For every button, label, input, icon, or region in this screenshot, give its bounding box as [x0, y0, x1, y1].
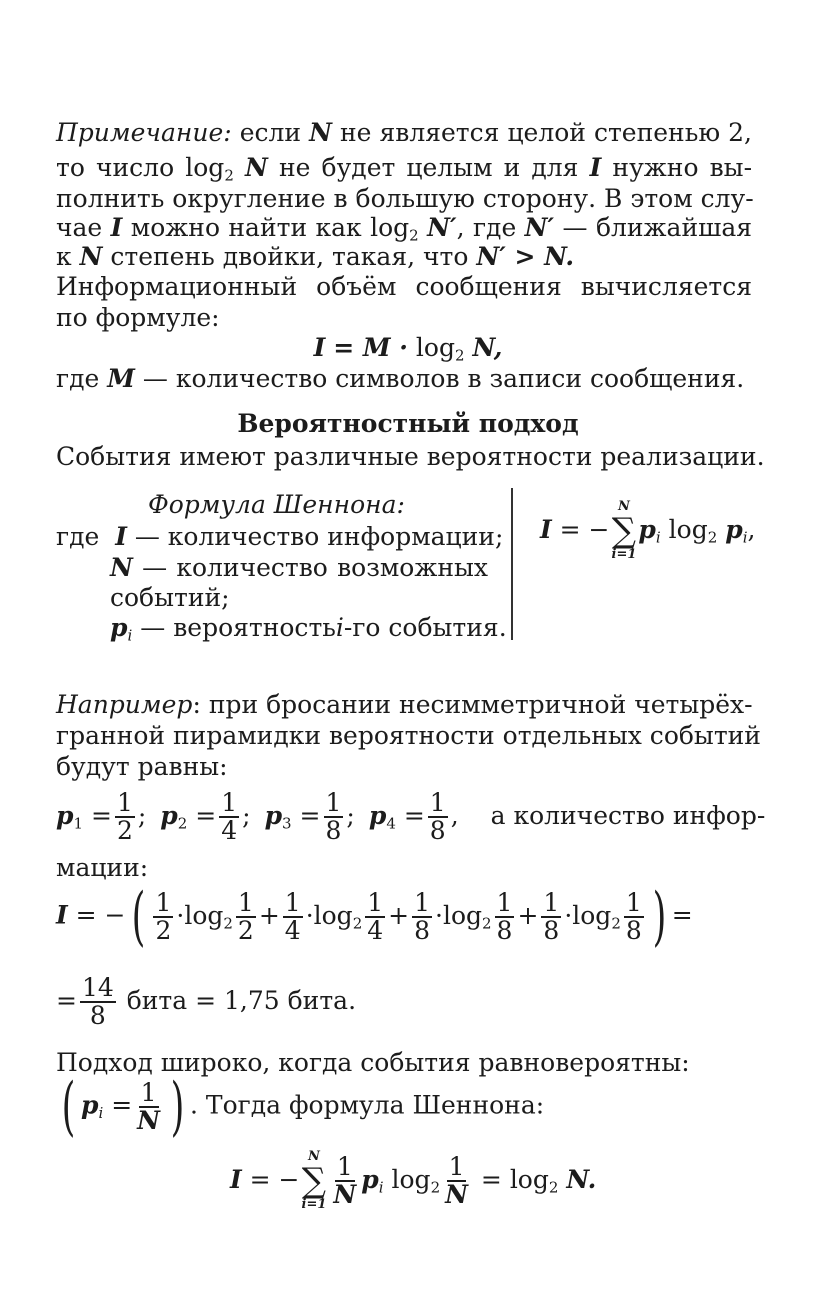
equal-line-2: ( $p_i$ = $\frac{1}{N}$ ) . Тогда формула Шеннона: — [61, 1070, 545, 1144]
calc-result: = $\frac{14}{8}$ бита = 1,75 бита. — [56, 973, 357, 1031]
calc-formula: I = −( $\frac{1}{2}$ $\cdot\log_2$ $\frac{1}{2}$ + $\frac{1}{4}$ $\cdot\log_2$ $\frac{1}{4}$ + $\frac{1}{8}$ $\cdot\log_2$ $\frac{1}{8}$ + $\frac{1}{8}$ $\cdot\log_2$ $\frac{1}{8}$ ) = — [56, 880, 693, 954]
calc-term: $\frac{1}{2}$ $\cdot\log_2$ $\frac{1}{2}$ + — [155, 887, 280, 945]
shannon-formula: I = − N ∑ i=1 $p_i$ $\log_2 p_i$, — [540, 499, 756, 563]
note-line-5: к N степень двойки, такая, что N′ > N. — [56, 242, 575, 271]
fraction: $\frac{1}{8}$ — [625, 887, 642, 945]
shannon-def-I: где I — количество информации; — [56, 522, 504, 551]
calc-term: $\frac{1}{8}$ $\cdot\log_2$ $\frac{1}{8}$ + — [414, 887, 539, 945]
fraction: $\frac{1}{2}$ — [237, 887, 254, 945]
calc-term: $\frac{1}{4}$ $\cdot\log_2$ $\frac{1}{4}$ + — [284, 887, 410, 945]
prob-intro: События имеют различные вероятности реализации. — [56, 442, 765, 471]
fraction: $\frac{1}{4}$ — [221, 788, 238, 846]
fraction: $\frac{1}{2}$ — [116, 788, 133, 846]
section-heading: Вероятностный подход — [237, 409, 579, 438]
probability-item: $p_3$ = $\frac{1}{8}$ ; — [264, 788, 355, 846]
volume-formula: $I = M \cdot \log_2 N$, — [313, 333, 503, 365]
probability-item: $p_1$ = $\frac{1}{2}$ ; — [56, 788, 147, 846]
equal-line-1: Подход широко, когда события равновероятны: — [56, 1048, 690, 1077]
fraction: $\frac{1}{8}$ — [496, 887, 513, 945]
example-line-4: мации: — [56, 853, 149, 882]
note-line-3: полнить округление в большую сторону. В этом слу- — [56, 184, 754, 213]
volume-line-1: Информационный объём сообщения вычисляется — [56, 272, 752, 301]
probability-item: $p_4$ = $\frac{1}{8}$ , — [368, 788, 459, 846]
fraction: $\frac{1}{8}$ — [325, 788, 342, 846]
probabilities-row: $p_1$ = $\frac{1}{2}$ ; $p_2$ = $\frac{1}{4}$ ; $p_3$ = $\frac{1}{8}$ ; $p_4$ = $\frac{1}{8}$ , а количество инфор- — [56, 788, 766, 846]
fraction: $\frac{1}{8}$ — [543, 887, 560, 945]
formula-divider — [511, 488, 513, 640]
fraction: $\frac{1}{4}$ — [367, 887, 384, 945]
example-line-2: гранной пирамидки вероятности отдельных событий — [56, 721, 761, 750]
example-line-3: будут равны: — [56, 752, 228, 781]
equal-formula: I = − N ∑ i=1 $\frac{1}{N}$ $p_i$ $\log_2$ $\frac{1}{N}$ = $\log_2 N$. — [230, 1149, 597, 1213]
fraction: $\frac{1}{2}$ — [155, 887, 172, 945]
note-line-4: чае I можно найти как $\log_2 N'$, где N′ — ближайшая — [56, 213, 753, 245]
shannon-def-N-cont: событий; — [110, 583, 230, 612]
calc-term: $\frac{1}{8}$ $\cdot\log_2$ $\frac{1}{8}$ — [543, 887, 642, 945]
example-line-1: Например: при бросании несимметричной четырёх- — [56, 690, 753, 719]
fraction: $\frac{1}{8}$ — [414, 887, 430, 945]
note-line-2: то число $\log_2 N$ не будет целым и для I нужно вы- — [56, 153, 753, 185]
fraction: $\frac{1}{8}$ — [429, 788, 446, 846]
shannon-label: Формула Шеннона: — [148, 490, 405, 519]
volume-where: где M — количество символов в записи сообщения. — [56, 364, 745, 393]
probability-item: $p_2$ = $\frac{1}{4}$ ; — [160, 788, 251, 846]
fraction: $\frac{1}{4}$ — [284, 887, 301, 945]
shannon-def-N: N — количество возможных — [110, 553, 489, 582]
shannon-def-p: $p_i$ — вероятностьi-го события. — [110, 613, 507, 645]
note-line-1: Примечание: если N не является целой степенью 2, — [56, 118, 752, 147]
volume-line-2: по формуле: — [56, 303, 220, 332]
